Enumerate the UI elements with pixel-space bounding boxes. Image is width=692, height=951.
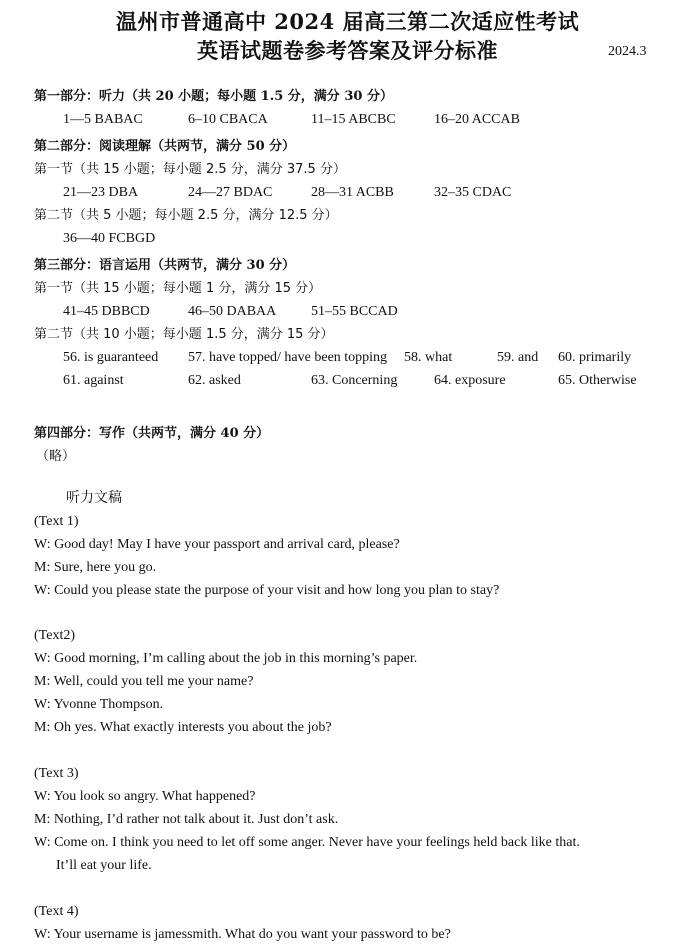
- dialogue-line: M: Sure, here you go.: [34, 560, 157, 575]
- dialogue-line-continuation: It’ll eat your life.: [56, 858, 152, 873]
- dialogue-line: M: Oh yes. What exactly interests you about the job?: [34, 720, 332, 735]
- part1-answer: 16–20 ACCAB: [434, 112, 520, 127]
- text1-label: (Text 1): [34, 514, 79, 529]
- part2-section1-answer: 24—27 BDAC: [188, 185, 273, 200]
- part2-section1-answer: 28—31 ACBB: [311, 185, 394, 200]
- part3-section1-answer: 51–55 BCCAD: [311, 304, 398, 319]
- part3-section2-answer: 59. and: [497, 350, 539, 365]
- part2-section2-answer: 36—40 FCBGD: [63, 231, 156, 246]
- text3-label: (Text 3): [34, 766, 79, 781]
- dialogue-line: W: Your username is jamessmith. What do you want your password to be?: [34, 927, 451, 942]
- document-title-line1: 温州市普通高中 2024 届高三第二次适应性考试: [116, 9, 580, 34]
- part1-answer: 11–15 ABCBC: [311, 112, 396, 127]
- part3-section1-answer: 46–50 DABAA: [188, 304, 277, 319]
- dialogue-line: W: Could you please state the purpose of your visit and how long you plan to stay?: [34, 583, 500, 598]
- part3-section1-answer: 41–45 DBBCD: [63, 304, 150, 319]
- transcript-heading: 听力文稿: [66, 490, 122, 506]
- part3-section2-answer: 65. Otherwise: [558, 373, 637, 388]
- part1-answer: 6–10 CBACA: [188, 112, 268, 127]
- part1-heading: 第一部分：听力（共 20 小题；每小题 1.5 分，满分 30 分）: [34, 89, 393, 104]
- part3-section2-answer: 64. exposure: [434, 373, 506, 388]
- document-title-line2: 英语试题卷参考答案及评分标准: [197, 38, 498, 63]
- part2-section1-answer: 32–35 CDAC: [434, 185, 512, 200]
- part4-note: （略）: [36, 449, 76, 464]
- document-date: 2024.3: [608, 44, 647, 59]
- part2-section1-heading: 第一节（共 15 小题；每小题 2.5 分，满分 37.5 分）: [34, 162, 346, 177]
- part2-section2-heading: 第二节（共 5 小题；每小题 2.5 分，满分 12.5 分）: [34, 208, 338, 223]
- dialogue-line: W: You look so angry. What happened?: [34, 789, 256, 804]
- part2-section1-answer: 21—23 DBA: [63, 185, 139, 200]
- dialogue-line: W: Good day! May I have your passport and arrival card, please?: [34, 537, 400, 552]
- part3-section2-answer: 63. Concerning: [311, 373, 398, 388]
- dialogue-line: W: Good morning, I’m calling about the job in this morning’s paper.: [34, 651, 418, 666]
- part3-heading: 第三部分：语言运用（共两节，满分 30 分）: [34, 258, 296, 273]
- dialogue-line: M: Nothing, I’d rather not talk about it. Just don’t ask.: [34, 812, 339, 827]
- part3-section1-heading: 第一节（共 15 小题；每小题 1 分，满分 15 分）: [34, 281, 322, 296]
- dialogue-line: M: Well, could you tell me your name?: [34, 674, 254, 689]
- text4-label: (Text 4): [34, 904, 79, 919]
- part3-section2-answer: 61. against: [63, 373, 124, 388]
- part3-section2-answer: 60. primarily: [558, 350, 632, 365]
- dialogue-line: W: Come on. I think you need to let off some anger. Never have your feelings held back like that.: [34, 835, 580, 850]
- part3-section2-answer: 57. have topped/ have been topping: [188, 350, 388, 365]
- part3-section2-answer: 58. what: [404, 350, 453, 365]
- part3-section2-heading: 第二节（共 10 小题；每小题 1.5 分，满分 15 分）: [34, 327, 334, 342]
- part2-heading: 第二部分：阅读理解（共两节，满分 50 分）: [34, 139, 296, 154]
- text2-label: (Text2): [34, 628, 76, 643]
- part1-answer: 1—5 BABAC: [63, 112, 143, 127]
- part3-section2-answer: 56. is guaranteed: [63, 350, 159, 365]
- part3-section2-answer: 62. asked: [188, 373, 241, 388]
- dialogue-line: W: Yvonne Thompson.: [34, 697, 164, 712]
- part4-heading: 第四部分：写作（共两节，满分 40 分）: [34, 426, 270, 441]
